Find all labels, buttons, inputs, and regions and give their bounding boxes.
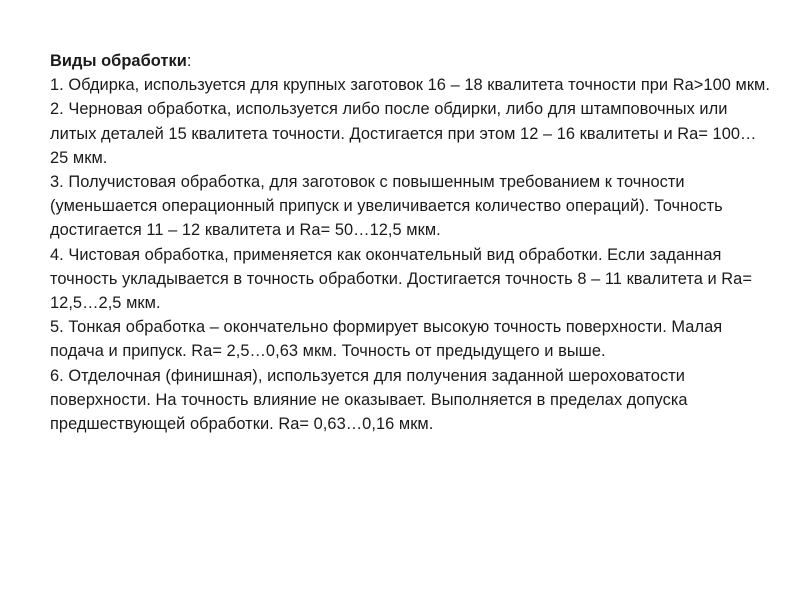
- heading-colon: :: [186, 52, 192, 70]
- item-4-chistovaya: 4. Чистовая обработка, применяется как окончательный вид обработки. Если заданная точность укладывается в точность обработки. Достигается точность 8 – 11 квалитета и Ra= 12,5…2,5 мкм.: [50, 245, 752, 313]
- heading-line: [50, 49, 770, 73]
- item-3-poluchistovaya: 3. Получистовая обработка, для заготовок с повышенным требованием к точности (уменьшается операционный припуск и увеличивается количество операций). Точность достигается 11 – 12 квалитета и Ra= 50…12,5 мкм.: [50, 173, 723, 240]
- item-5-tonkaya: 5. Тонкая обработка – окончательно формирует высокую точность поверхности. Малая подача и припуск. Ra= 2,5…0,63 мкм. Точность от предыдущего и выше.: [50, 318, 723, 361]
- item-2-chernovaya: 2. Черновая обработка, используется либо после обдирки, либо для штамповочных или литых деталей 15 квалитета точности. Достигается при этом 12 – 16 квалитеты и Ra= 100…25 мкм.: [50, 100, 757, 167]
- item-6-otdelochnaya: 6. Отделочная (финишная), используется для получения заданной шероховатости поверхности. На точность влияние не оказывает. Выполняется в пределах допуска предшествующей обработки. Ra= 0,63…0,16 мкм.: [50, 366, 688, 434]
- slide-text-block: [50, 49, 770, 436]
- item-1-obdirka: 1. Обдирка, используется для крупных заготовок 16 – 18 квалитета точности при Ra>100 мкм.: [50, 76, 770, 95]
- heading: Виды обработки: [50, 52, 187, 70]
